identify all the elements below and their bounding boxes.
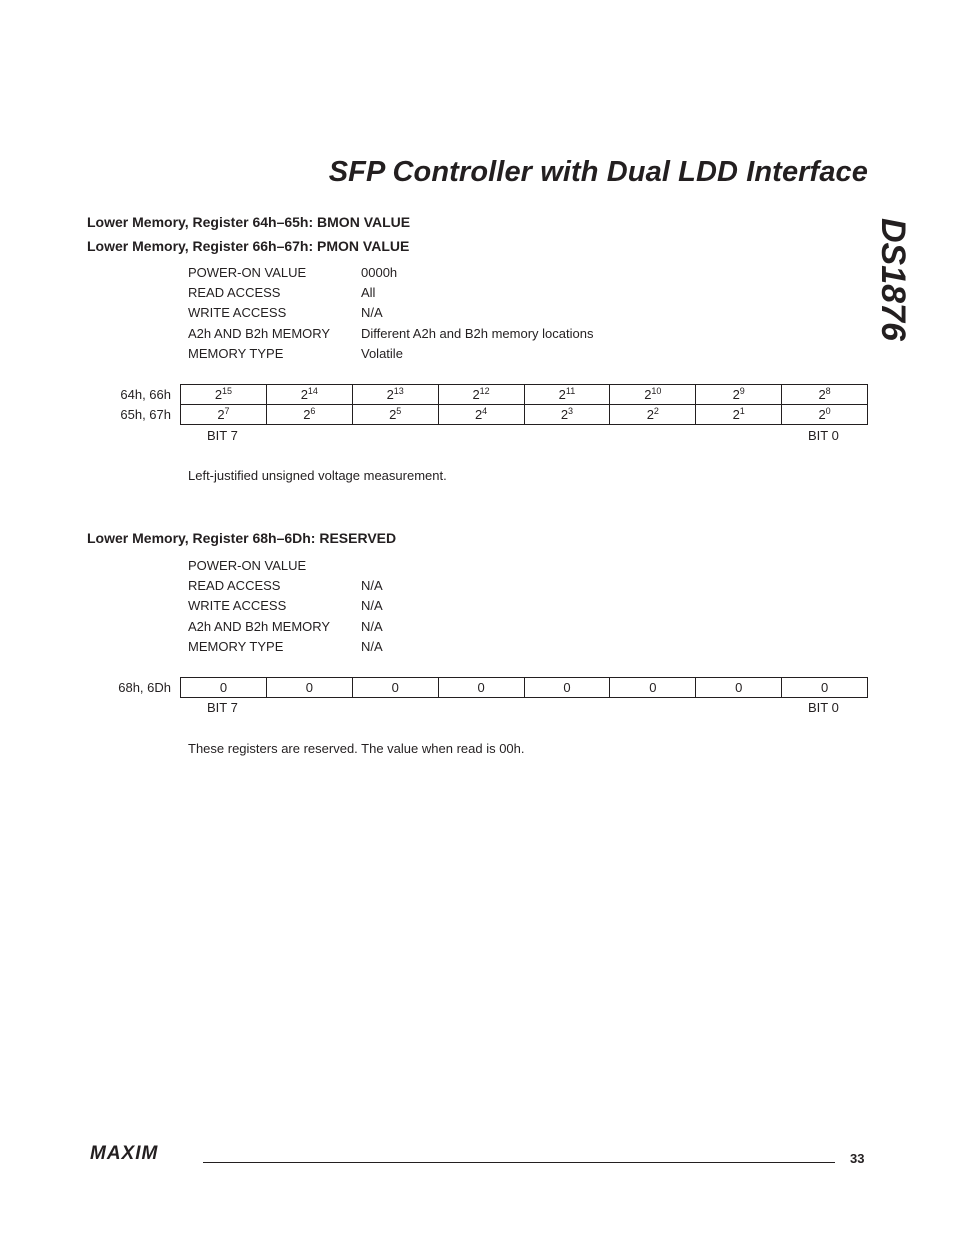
property-label: READ ACCESS: [188, 578, 281, 594]
bit-weight-base: 2: [474, 406, 483, 422]
register-address-label: 65h, 67h: [120, 407, 171, 422]
bit-weight-exponent: 6: [310, 405, 316, 416]
bit-cell: [610, 405, 696, 425]
section-heading-pmon: Lower Memory, Register 66h–67h: PMON VALUE: [87, 238, 410, 254]
property-value: N/A: [361, 305, 383, 321]
bit-weight-exponent: 2: [653, 405, 659, 416]
maxim-logo-text: MAXIM: [90, 1143, 159, 1163]
bit-weight-exponent: 10: [651, 385, 662, 396]
property-row: [188, 598, 383, 618]
register-description: These registers are reserved. The value when read is 00h.: [188, 741, 525, 756]
bit-weight-base: 2: [303, 406, 311, 422]
bit-cell: [696, 385, 782, 405]
bit-cell: [610, 385, 696, 405]
register-address-label: 68h, 6Dh: [118, 680, 171, 695]
property-row: [188, 346, 593, 366]
bit-weight-exponent: 8: [825, 385, 831, 396]
bit-weight-exponent: 4: [482, 405, 488, 416]
bit-row-high-byte: [181, 385, 868, 405]
bit-cell: [782, 385, 868, 405]
bit-weight-base: 2: [214, 386, 223, 402]
part-number-side-title: [858, 218, 918, 348]
property-row: [188, 578, 383, 598]
bit-weight-base: 2: [732, 386, 740, 402]
bit-table-bmon-pmon: [180, 384, 868, 425]
bit-weight-exponent: 5: [396, 405, 402, 416]
property-label: MEMORY TYPE: [188, 345, 284, 361]
bit-cell: [524, 405, 610, 425]
bit-cell: [352, 385, 438, 405]
bit-weight-base: 2: [386, 386, 394, 402]
bit-cell: [266, 385, 352, 405]
bit-weight-base: 2: [818, 406, 826, 422]
bit-cell: 0: [782, 678, 868, 698]
property-value: Volatile: [361, 345, 403, 361]
bit-cell: [696, 405, 782, 425]
property-value: Different A2h and B2h memory locations: [361, 325, 594, 341]
property-label: MEMORY TYPE: [188, 638, 284, 654]
maxim-logo: [90, 1143, 202, 1168]
bit-cell: [181, 385, 267, 405]
property-value: N/A: [361, 618, 383, 634]
bit-weight-base: 2: [732, 406, 740, 422]
bit-weight-base: 2: [472, 386, 480, 402]
bit-cell: 0: [438, 678, 524, 698]
property-value: N/A: [361, 578, 383, 594]
register-address-label: 64h, 66h: [120, 387, 171, 402]
bit-table-reserved: [180, 677, 868, 698]
bit-weight-base: 2: [646, 406, 654, 422]
section-heading-bmon: Lower Memory, Register 64h–65h: BMON VALUE: [87, 214, 411, 230]
property-label: READ ACCESS: [188, 285, 281, 301]
bit-weight-base: 2: [300, 386, 308, 402]
section-heading-reserved: Lower Memory, Register 68h–6Dh: RESERVED: [87, 530, 397, 546]
property-row: [188, 619, 383, 639]
bit-weight-exponent: 7: [224, 405, 230, 416]
bit-weight-base: 2: [558, 386, 566, 402]
bit-cell: [782, 405, 868, 425]
bit-weight-exponent: 13: [393, 385, 404, 396]
property-row: [188, 558, 383, 578]
bit-cell: [352, 405, 438, 425]
property-label: POWER-ON VALUE: [188, 265, 307, 280]
bit-msb-label: BIT 7: [207, 700, 238, 715]
bit-weight-exponent: 12: [479, 385, 490, 396]
bit-weight-base: 2: [217, 406, 225, 422]
footer-rule: [203, 1162, 835, 1163]
property-label: WRITE ACCESS: [188, 598, 287, 614]
register-properties-bmon-pmon: [188, 265, 593, 366]
bit-weight-base: 2: [389, 406, 397, 422]
bit-lsb-label: BIT 0: [808, 428, 839, 443]
bit-weight-exponent: 11: [565, 385, 576, 396]
maxim-logo-icon: [90, 1143, 202, 1163]
bit-cell: 0: [524, 678, 610, 698]
bit-msb-label: BIT 7: [207, 428, 238, 443]
property-label: A2h AND B2h MEMORY: [188, 325, 331, 341]
bit-cell: [438, 385, 524, 405]
property-label: WRITE ACCESS: [188, 305, 287, 321]
bit-row-low-byte: [181, 405, 868, 425]
bit-row: [181, 678, 868, 698]
property-label: A2h AND B2h MEMORY: [188, 618, 331, 634]
property-value: All: [361, 285, 376, 301]
property-row: [188, 639, 383, 659]
register-description: Left-justified unsigned voltage measurement.: [188, 468, 447, 483]
register-properties-reserved: [188, 558, 383, 659]
bit-cell: 0: [610, 678, 696, 698]
property-value: N/A: [361, 638, 383, 654]
property-label: POWER-ON VALUE: [188, 558, 307, 573]
bit-weight-exponent: 0: [825, 405, 831, 416]
property-row: [188, 265, 593, 285]
document-title: SFP Controller with Dual LDD Interface: [328, 156, 868, 188]
property-value: 0000h: [361, 265, 398, 280]
bit-cell: [181, 405, 267, 425]
bit-cell: 0: [181, 678, 267, 698]
bit-weight-base: 2: [560, 406, 569, 422]
bit-cell: 0: [266, 678, 352, 698]
page-number: 33: [850, 1151, 865, 1166]
property-row: [188, 305, 593, 325]
bit-weight-exponent: 15: [222, 385, 233, 396]
part-number-text: DS1876: [874, 218, 912, 341]
bit-weight-base: 2: [644, 386, 652, 402]
bit-lsb-label: BIT 0: [808, 700, 839, 715]
bit-weight-exponent: 14: [307, 385, 318, 396]
bit-cell: 0: [352, 678, 438, 698]
bit-cell: [438, 405, 524, 425]
property-value: N/A: [361, 598, 383, 614]
property-row: [188, 285, 593, 305]
bit-cell: [266, 405, 352, 425]
bit-weight-exponent: 1: [739, 405, 745, 416]
bit-cell: [524, 385, 610, 405]
bit-cell: 0: [696, 678, 782, 698]
bit-weight-exponent: 9: [739, 385, 745, 396]
bit-weight-exponent: 3: [568, 405, 574, 416]
bit-weight-base: 2: [818, 386, 826, 402]
property-row: [188, 326, 593, 346]
